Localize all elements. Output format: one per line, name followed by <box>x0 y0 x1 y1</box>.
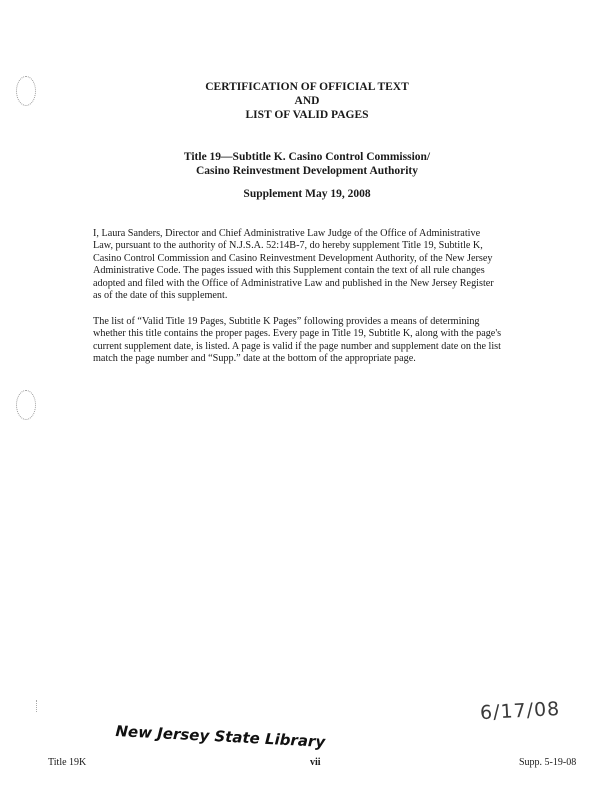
margin-mark <box>36 700 41 712</box>
paragraph-line: match the page number and “Supp.” date at the bottom of the appropriate page. <box>93 353 416 365</box>
certification-heading: CERTIFICATION OF OFFICIAL TEXT <box>205 81 409 93</box>
supplement-heading: Supplement May 19, 2008 <box>243 188 371 200</box>
paragraph-line: Casino Control Commission and Casino Reinvestment Development Authority, of the New Jersey <box>93 252 493 264</box>
title-line-1: Title 19—Subtitle K. Casino Control Commission/ <box>183 151 431 163</box>
certification-heading-and: AND <box>294 95 320 107</box>
library-stamp: New Jersey State Library <box>115 722 326 751</box>
footer-supplement-date: Supp. 5-19-08 <box>519 757 577 768</box>
paragraph-line: I, Laura Sanders, Director and Chief Administrative Law Judge of the Office of Administrative <box>93 228 481 239</box>
paragraph-line: The list of “Valid Title 19 Pages, Subtitle K Pages” following provides a means of determining <box>93 316 480 327</box>
paragraph-line: current supplement date, is listed. A page is valid if the page number and supplement date on the list <box>93 340 501 352</box>
valid-pages-paragraph <box>93 316 567 366</box>
title-line-2: Casino Reinvestment Development Authority <box>196 165 418 177</box>
certification-paragraph <box>93 228 567 302</box>
punch-hole-middle <box>16 390 36 420</box>
footer-page-number: vii <box>310 757 321 768</box>
paragraph-line: Administrative Code. The pages issued with this Supplement contain the text of all rule changes <box>93 265 485 277</box>
paragraph-line: as of the date of this supplement. <box>93 290 228 302</box>
footer-title: Title 19K <box>48 757 87 768</box>
valid-pages-heading: LIST OF VALID PAGES <box>245 109 369 121</box>
paragraph-line: whether this title contains the proper pages. Every page in Title 19, Subtitle K, along with the page's <box>93 328 502 340</box>
paragraph-line: adopted and filed with the Office of Administrative Law and published in the New Jersey Register <box>93 277 494 289</box>
handwritten-date: 6/17/08 <box>479 697 561 725</box>
paragraph-line: Law, pursuant to the authority of N.J.S.A. 52:14B-7, do hereby supplement Title 19, Subtitle K, <box>93 240 483 252</box>
